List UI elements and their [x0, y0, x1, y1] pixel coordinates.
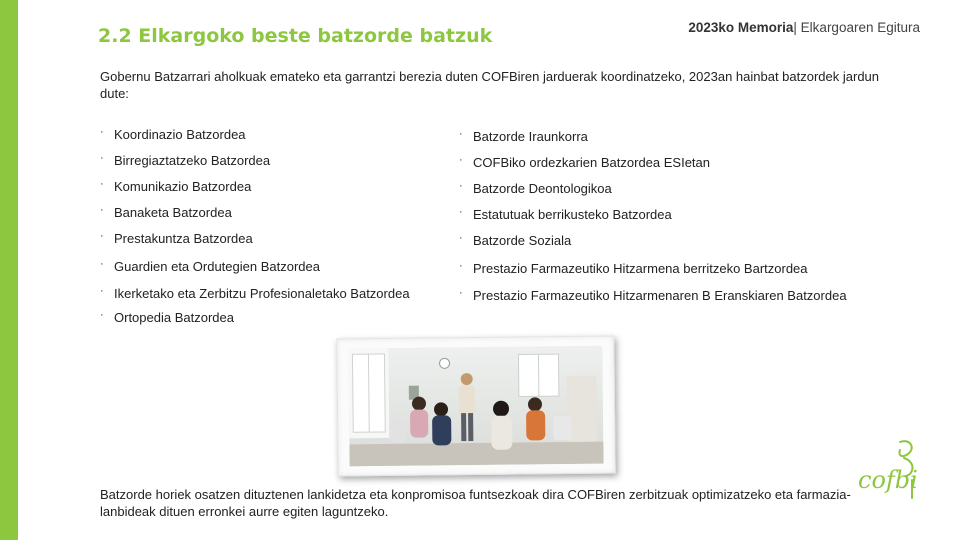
bullet-icon: · — [100, 126, 104, 138]
bullet-icon: · — [100, 204, 104, 216]
meeting-illustration — [348, 346, 603, 467]
meeting-photo — [336, 336, 615, 477]
bullet-icon: · — [459, 154, 463, 166]
report-title: 2023ko Memoria — [688, 20, 794, 35]
bullet-icon: · — [100, 258, 104, 270]
intro-paragraph: Gobernu Batzarrari aholkuak emateko eta garrantzi berezia duten COFBiren jarduerak koordinatzeko, 2023an hainbat batzordek jardun dute: — [100, 69, 880, 101]
committee-list-left: · Koordinazio Batzordea · Birregiaztatzeko Batzordea · Komunikazio Batzordea · Banaketa Batzordea · Prestakuntza Batzordea · Guardien eta Ordutegien Batzordea · Ikerketako eta Zerbitzu Profesionaletako Batzordea · Ortopedia Batzordea — [100, 126, 410, 325]
bullet-icon: · — [100, 309, 104, 321]
closing-paragraph: Batzorde horiek osatzen dituztenen lankidetza eta konpromisoa funtsezkoak dira COFBiren zerbitzuak optimizatzeko eta farmazia-lanbideak dituen erronkei aurre egiten laguntzeko. — [100, 487, 851, 519]
bullet-icon: · — [459, 287, 463, 299]
bullet-icon: · — [100, 152, 104, 164]
page-title: 2.2 Elkargoko beste batzorde batzuk — [98, 25, 493, 47]
bullet-icon: · — [459, 260, 463, 272]
bullet-icon: · — [459, 128, 463, 140]
report-section: | Elkargoaren Egitura — [793, 20, 920, 35]
bullet-icon: · — [459, 232, 463, 244]
bullet-icon: · — [100, 285, 104, 297]
bullet-icon: · — [100, 178, 104, 190]
bullet-icon: · — [459, 180, 463, 192]
bullet-icon: · — [459, 206, 463, 218]
accent-side-bar — [0, 0, 18, 540]
cofbi-logo-icon — [856, 436, 922, 512]
logo-wordmark: cofbi — [858, 466, 918, 494]
bullet-icon: · — [100, 230, 104, 242]
report-header — [688, 20, 920, 35]
committee-list-right: · Batzorde Iraunkorra · COFBiko ordezkarien Batzordea ESIetan · Batzorde Deontologikoa · Estatutuak berrikusteko Batzordea · Batzorde Soziala · Prestazio Farmazeutiko Hitzarmena berritzeko Bartzordea · Prestazio Farmazeutiko Hitzarmenaren B Eranskiaren Batzordea — [459, 128, 847, 303]
